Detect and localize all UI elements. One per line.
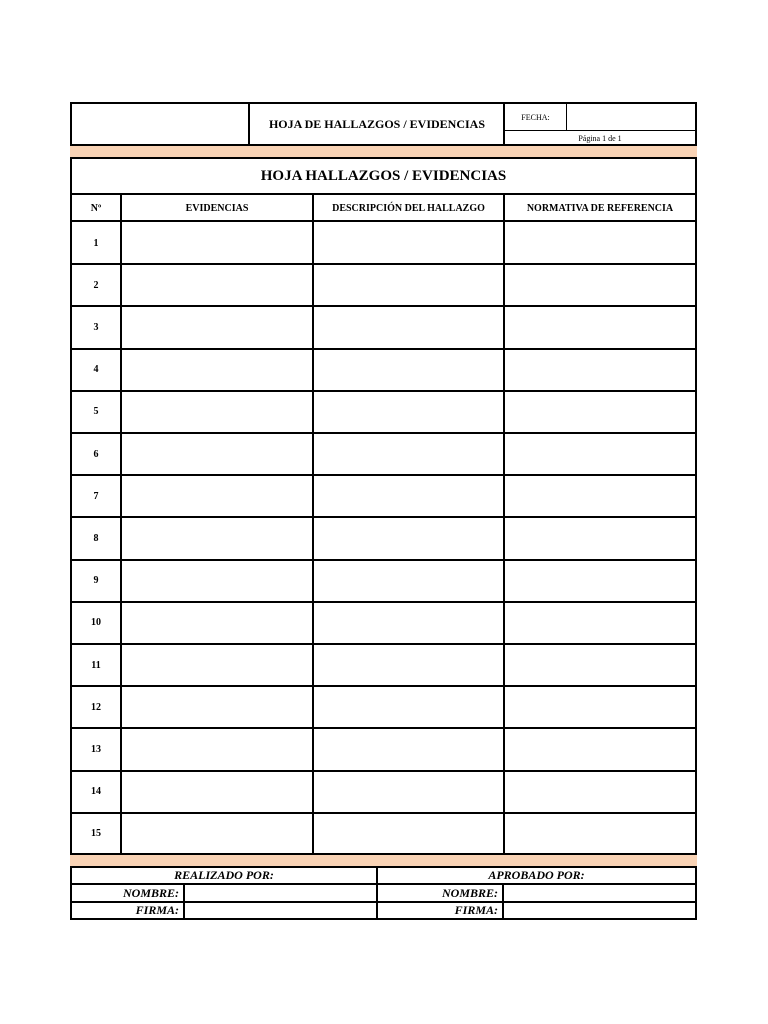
descripcion-cell[interactable] [314, 644, 503, 686]
row-number: 2 [93, 279, 99, 291]
normativa-cell[interactable] [505, 813, 695, 855]
col-header-normativa: NORMATIVA DE REFERENCIA [526, 202, 674, 214]
row-number: 11 [91, 659, 101, 671]
normativa-cell[interactable] [505, 222, 695, 264]
evidencia-cell[interactable] [122, 349, 312, 391]
descripcion-cell[interactable] [314, 433, 503, 475]
row-number: 9 [93, 575, 99, 587]
aprobado-label: APROBADO POR: [488, 868, 585, 882]
normativa-cell[interactable] [505, 517, 695, 559]
evidencia-cell[interactable] [122, 433, 312, 475]
col-header-no: Nº [90, 202, 102, 214]
evidencia-cell[interactable] [122, 475, 312, 517]
row-number: 15 [91, 828, 101, 840]
col-header-evidencias: EVIDENCIAS [185, 202, 249, 214]
evidencia-cell[interactable] [122, 391, 312, 433]
descripcion-cell[interactable] [314, 517, 503, 559]
evidencia-cell[interactable] [122, 644, 312, 686]
evidencia-cell[interactable] [122, 264, 312, 306]
aprobado-firma-label: FIRMA: [378, 903, 504, 918]
row-number: 5 [93, 406, 99, 418]
descripcion-cell[interactable] [314, 560, 503, 602]
evidencia-cell[interactable] [122, 560, 312, 602]
evidencia-cell[interactable] [122, 517, 312, 559]
descripcion-cell[interactable] [314, 391, 503, 433]
realizado-firma-field[interactable] [187, 903, 376, 918]
descripcion-cell[interactable] [314, 686, 503, 728]
normativa-cell[interactable] [505, 728, 695, 770]
aprobado-nombre-field[interactable] [506, 885, 695, 901]
normativa-cell[interactable] [505, 349, 695, 391]
normativa-cell[interactable] [505, 264, 695, 306]
evidencia-cell[interactable] [122, 602, 312, 644]
normativa-cell[interactable] [505, 771, 695, 813]
normativa-cell[interactable] [505, 391, 695, 433]
normativa-cell[interactable] [505, 560, 695, 602]
row-number: 7 [93, 490, 99, 502]
descripcion-cell[interactable] [314, 728, 503, 770]
row-number: 4 [93, 364, 99, 376]
evidencia-cell[interactable] [122, 771, 312, 813]
normativa-cell[interactable] [505, 644, 695, 686]
evidencia-cell[interactable] [122, 813, 312, 855]
normativa-cell[interactable] [505, 433, 695, 475]
row-number: 10 [91, 617, 101, 629]
realizado-nombre-field[interactable] [187, 885, 376, 901]
row-number: 8 [93, 532, 99, 544]
row-number: 14 [91, 786, 101, 798]
aprobado-nombre-label: NOMBRE: [378, 885, 504, 901]
evidencia-cell[interactable] [122, 222, 312, 264]
row-number: 1 [93, 237, 99, 249]
descripcion-cell[interactable] [314, 813, 503, 855]
descripcion-cell[interactable] [314, 264, 503, 306]
normativa-cell[interactable] [505, 475, 695, 517]
header-title: HOJA DE HALLAZGOS / EVIDENCIAS [268, 116, 486, 131]
descripcion-cell[interactable] [314, 222, 503, 264]
descripcion-cell[interactable] [314, 306, 503, 348]
evidencia-cell[interactable] [122, 686, 312, 728]
aprobado-firma-field[interactable] [506, 903, 695, 918]
realizado-firma-label: FIRMA: [72, 903, 185, 918]
fecha-field[interactable] [568, 104, 695, 130]
row-number: 13 [91, 743, 101, 755]
realizado-nombre-label: NOMBRE: [72, 885, 185, 901]
descripcion-cell[interactable] [314, 602, 503, 644]
descripcion-cell[interactable] [314, 349, 503, 391]
descripcion-cell[interactable] [314, 475, 503, 517]
table-title: HOJA HALLAZGOS / EVIDENCIAS [260, 167, 507, 184]
normativa-cell[interactable] [505, 686, 695, 728]
descripcion-cell[interactable] [314, 771, 503, 813]
row-number: 3 [93, 321, 99, 333]
row-number: 6 [93, 448, 99, 460]
evidencia-cell[interactable] [122, 728, 312, 770]
row-number: 12 [91, 701, 101, 713]
realizado-label: REALIZADO POR: [174, 868, 274, 882]
normativa-cell[interactable] [505, 602, 695, 644]
fecha-label: FECHA: [505, 104, 567, 130]
logo-cell [70, 102, 250, 146]
normativa-cell[interactable] [505, 306, 695, 348]
evidencia-cell[interactable] [122, 306, 312, 348]
col-header-descripcion: DESCRIPCIÓN DEL HALLAZGO [332, 202, 485, 214]
page-number: Página 1 de 1 [578, 133, 622, 143]
